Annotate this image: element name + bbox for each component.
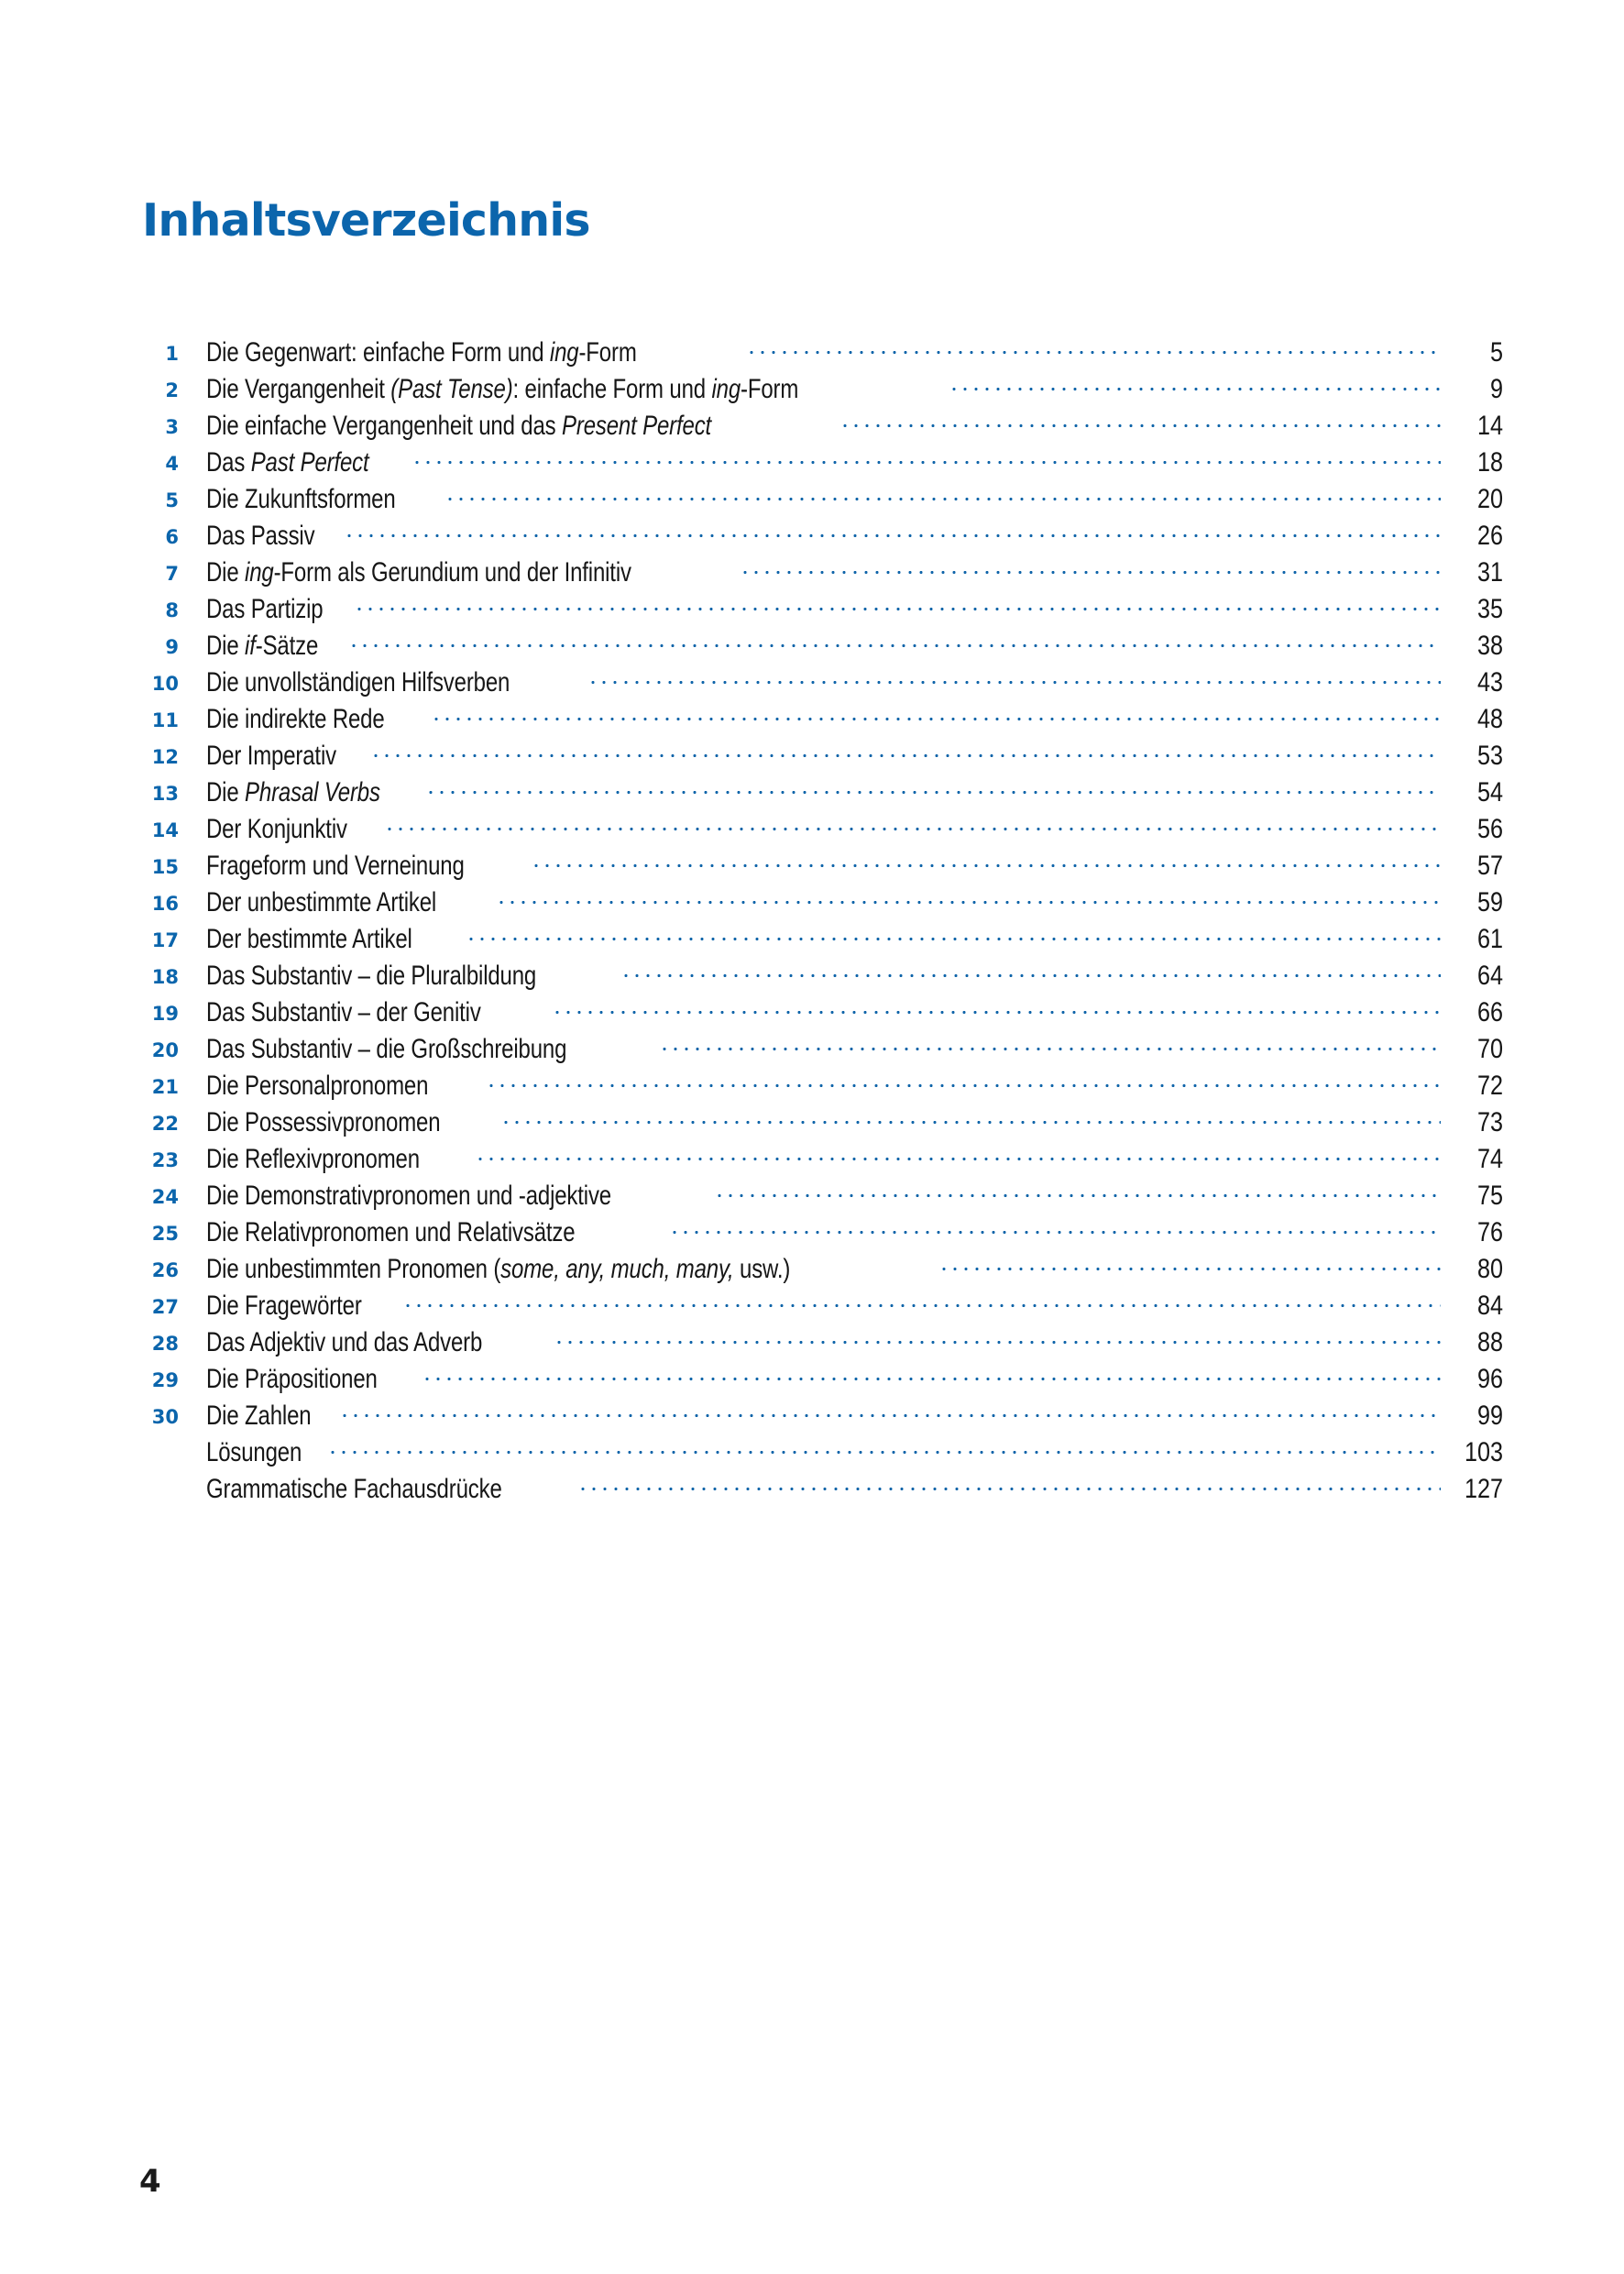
toc-entry-page-number: 57 (1476, 851, 1503, 881)
toc-entry[interactable] (0, 847, 1624, 884)
toc-entry-number: 22 (151, 1113, 179, 1135)
toc-entry-page-number: 35 (1476, 594, 1503, 624)
toc-entry-number: 15 (151, 856, 179, 878)
toc-entry[interactable] (0, 1214, 1624, 1250)
page-title: Inhaltsverzeichnis (142, 194, 590, 247)
toc-dot-leader (714, 1177, 1441, 1204)
toc-entry-number: 30 (151, 1406, 179, 1428)
toc-entry-label: Die Fragewörter (206, 1291, 362, 1321)
toc-entry-number: 29 (151, 1369, 179, 1391)
toc-entry-label: Das Substantiv – der Genitiv (206, 997, 481, 1027)
toc-entry[interactable] (0, 334, 1624, 370)
toc-dot-leader (659, 1030, 1441, 1058)
toc-entry[interactable] (0, 737, 1624, 774)
toc-entry[interactable] (0, 1470, 1624, 1507)
toc-entry-label: Die Vergangenheit (Past Tense): einfache Form und ing-Form (206, 374, 799, 404)
toc-entry[interactable] (0, 517, 1624, 554)
toc-entry[interactable] (0, 554, 1624, 590)
toc-entry-page-number: 103 (1464, 1437, 1503, 1467)
toc-entry-page-number: 66 (1476, 997, 1503, 1027)
toc-dot-leader (444, 480, 1441, 508)
toc-entry-page-number: 99 (1476, 1401, 1503, 1431)
toc-entry[interactable] (0, 994, 1624, 1030)
toc-entry[interactable] (0, 1104, 1624, 1140)
toc-entry-page-number: 70 (1476, 1034, 1503, 1064)
toc-entry-page-number: 61 (1476, 924, 1503, 954)
toc-dot-leader (411, 444, 1441, 471)
toc-dot-leader (938, 1250, 1441, 1278)
toc-entry-label: Der unbestimmte Artikel (206, 887, 437, 917)
toc-entry-number: 5 (165, 489, 179, 511)
toc-entry-label: Die Reflexivpronomen (206, 1144, 420, 1174)
toc-entry-label: Die einfache Vergangenheit und das Present Perfect (206, 411, 712, 441)
toc-dot-leader (348, 627, 1441, 654)
toc-entry[interactable] (0, 1250, 1624, 1287)
toc-entry-label: Die Zahlen (206, 1401, 312, 1431)
toc-entry[interactable] (0, 664, 1624, 700)
toc-dot-leader (587, 664, 1441, 691)
toc-entry-number: 21 (151, 1076, 179, 1098)
toc-entry-page-number: 75 (1476, 1181, 1503, 1211)
toc-entry-label: Das Past Perfect (206, 447, 369, 478)
toc-entry-number: 27 (151, 1296, 179, 1318)
toc-entry-label: Lösungen (206, 1437, 302, 1467)
toc-entry-label: Die Demonstrativpronomen und -adjektive (206, 1181, 611, 1211)
toc-entry-number: 13 (151, 783, 179, 805)
toc-entry[interactable] (0, 920, 1624, 957)
toc-entry-page-number: 38 (1476, 631, 1503, 661)
toc-entry[interactable] (0, 480, 1624, 517)
toc-entry-number: 3 (165, 416, 179, 438)
toc-entry-page-number: 80 (1476, 1254, 1503, 1284)
toc-entry-page-number: 84 (1476, 1291, 1503, 1321)
toc-entry-page-number: 14 (1476, 411, 1503, 441)
toc-entry-label: Die unbestimmten Pronomen (some, any, much, many, usw.) (206, 1254, 791, 1284)
toc-entry-number: 12 (151, 746, 179, 768)
toc-dot-leader (339, 1397, 1441, 1424)
toc-entry-page-number: 76 (1476, 1217, 1503, 1247)
toc-dot-leader (620, 957, 1441, 984)
toc-entry[interactable] (0, 1177, 1624, 1214)
page-folio: 4 (139, 2163, 161, 2200)
toc-entry-page-number: 18 (1476, 447, 1503, 478)
toc-entry[interactable] (0, 810, 1624, 847)
toc-entry-page-number: 43 (1476, 667, 1503, 698)
toc-dot-leader (577, 1470, 1441, 1498)
toc-entry-number: 1 (165, 343, 179, 365)
toc-entry-label: Das Passiv (206, 521, 315, 551)
toc-entry[interactable] (0, 957, 1624, 994)
toc-dot-leader (466, 920, 1441, 948)
toc-entry-page-number: 5 (1489, 337, 1503, 368)
toc-entry-page-number: 53 (1476, 741, 1503, 771)
toc-entry-number: 6 (165, 526, 179, 548)
toc-entry[interactable] (0, 590, 1624, 627)
toc-entry-number: 4 (165, 453, 179, 475)
toc-dot-leader (402, 1287, 1441, 1314)
toc-entry-page-number: 31 (1476, 557, 1503, 588)
toc-entry-page-number: 48 (1476, 704, 1503, 734)
toc-entry-number: 9 (165, 636, 179, 658)
toc-entry-label: Die indirekte Rede (206, 704, 385, 734)
toc-dot-leader (496, 884, 1441, 911)
toc-entry-label: Der bestimmte Artikel (206, 924, 412, 954)
toc-entry[interactable] (0, 1360, 1624, 1397)
toc-dot-leader (354, 590, 1441, 618)
toc-entry-label: Die Zukunftsformen (206, 484, 396, 514)
toc-dot-leader (431, 700, 1441, 728)
toc-entry-number: 7 (165, 563, 179, 585)
toc-entry-number: 8 (165, 599, 179, 621)
toc-entry-label: Die Personalpronomen (206, 1071, 429, 1101)
toc-entry-label: Die Phrasal Verbs (206, 777, 380, 807)
toc-dot-leader (839, 407, 1441, 434)
toc-entry-number: 28 (151, 1333, 179, 1355)
toc-entry[interactable] (0, 1397, 1624, 1434)
toc-list (0, 334, 1624, 1507)
toc-entry[interactable] (0, 370, 1624, 407)
toc-entry-page-number: 20 (1476, 484, 1503, 514)
toc-entry[interactable] (0, 774, 1624, 810)
toc-dot-leader (486, 1067, 1441, 1094)
toc-entry[interactable] (0, 627, 1624, 664)
toc-entry-page-number: 54 (1476, 777, 1503, 807)
toc-entry-page-number: 64 (1476, 961, 1503, 991)
toc-entry-page-number: 96 (1476, 1364, 1503, 1394)
toc-entry-number: 18 (151, 966, 179, 988)
toc-entry-page-number: 127 (1464, 1474, 1503, 1504)
toc-entry[interactable] (0, 1140, 1624, 1177)
toc-entry-label: Der Konjunktiv (206, 814, 347, 844)
toc-dot-leader (425, 774, 1441, 801)
toc-entry[interactable] (0, 1287, 1624, 1324)
toc-entry-label: Das Substantiv – die Pluralbildung (206, 961, 537, 991)
toc-entry-label: Die if-Sätze (206, 631, 319, 661)
toc-entry[interactable] (0, 407, 1624, 444)
toc-entry[interactable] (0, 1030, 1624, 1067)
toc-entry-number: 20 (151, 1039, 179, 1061)
toc-entry-number: 26 (151, 1259, 179, 1281)
toc-dot-leader (422, 1360, 1441, 1388)
toc-entry-number: 23 (151, 1149, 179, 1171)
toc-entry-label: Grammatische Fachausdrücke (206, 1474, 502, 1504)
toc-entry-number: 14 (151, 819, 179, 841)
toc-entry-label: Die Präpositionen (206, 1364, 378, 1394)
toc-entry-page-number: 56 (1476, 814, 1503, 844)
toc-entry-label: Die unvollständigen Hilfsverben (206, 667, 510, 698)
toc-entry-number: 25 (151, 1223, 179, 1245)
toc-entry-label: Die Relativpronomen und Relativsätze (206, 1217, 576, 1247)
toc-entry-label: Die Possessivpronomen (206, 1107, 441, 1137)
toc-entry-page-number: 59 (1476, 887, 1503, 917)
toc-dot-leader (554, 1324, 1442, 1351)
toc-dot-leader (344, 517, 1441, 544)
toc-entry[interactable] (0, 700, 1624, 737)
toc-entry-label: Die ing-Form als Gerundium und der Infinitiv (206, 557, 631, 588)
toc-entry-label: Das Partizip (206, 594, 324, 624)
toc-entry-page-number: 73 (1476, 1107, 1503, 1137)
toc-entry-page-number: 74 (1476, 1144, 1503, 1174)
toc-entry[interactable] (0, 1324, 1624, 1360)
toc-entry-label: Die Gegenwart: einfache Form und ing-Form (206, 337, 637, 368)
toc-dot-leader (475, 1140, 1441, 1168)
toc-dot-leader (500, 1104, 1441, 1131)
toc-entry-label: Das Adjektiv und das Adverb (206, 1327, 483, 1357)
toc-entry[interactable] (0, 1067, 1624, 1104)
toc-entry-number: 10 (151, 673, 179, 695)
toc-entry-page-number: 26 (1476, 521, 1503, 551)
toc-dot-leader (740, 554, 1441, 581)
toc-dot-leader (531, 847, 1441, 874)
toc-entry-number: 19 (151, 1003, 179, 1025)
toc-entry-number: 2 (165, 379, 179, 401)
toc-dot-leader (370, 737, 1441, 764)
toc-dot-leader (669, 1214, 1441, 1241)
toc-dot-leader (552, 994, 1441, 1021)
toc-entry-number: 11 (151, 709, 179, 731)
toc-entry-number: 16 (151, 893, 179, 915)
toc-entry-page-number: 9 (1489, 374, 1503, 404)
toc-entry-page-number: 72 (1476, 1071, 1503, 1101)
toc-entry-number: 24 (151, 1186, 179, 1208)
toc-entry-label: Das Substantiv – die Großschreibung (206, 1034, 567, 1064)
toc-entry[interactable] (0, 444, 1624, 480)
toc-entry-label: Frageform und Verneinung (206, 851, 465, 881)
toc-entry-number: 17 (151, 929, 179, 951)
toc-dot-leader (746, 334, 1441, 361)
toc-entry-page-number: 88 (1476, 1327, 1503, 1357)
toc-entry[interactable] (0, 1434, 1624, 1470)
toc-entry[interactable] (0, 884, 1624, 920)
toc-dot-leader (949, 370, 1441, 398)
toc-dot-leader (327, 1434, 1441, 1461)
toc-entry-label: Der Imperativ (206, 741, 336, 771)
toc-dot-leader (384, 810, 1441, 838)
